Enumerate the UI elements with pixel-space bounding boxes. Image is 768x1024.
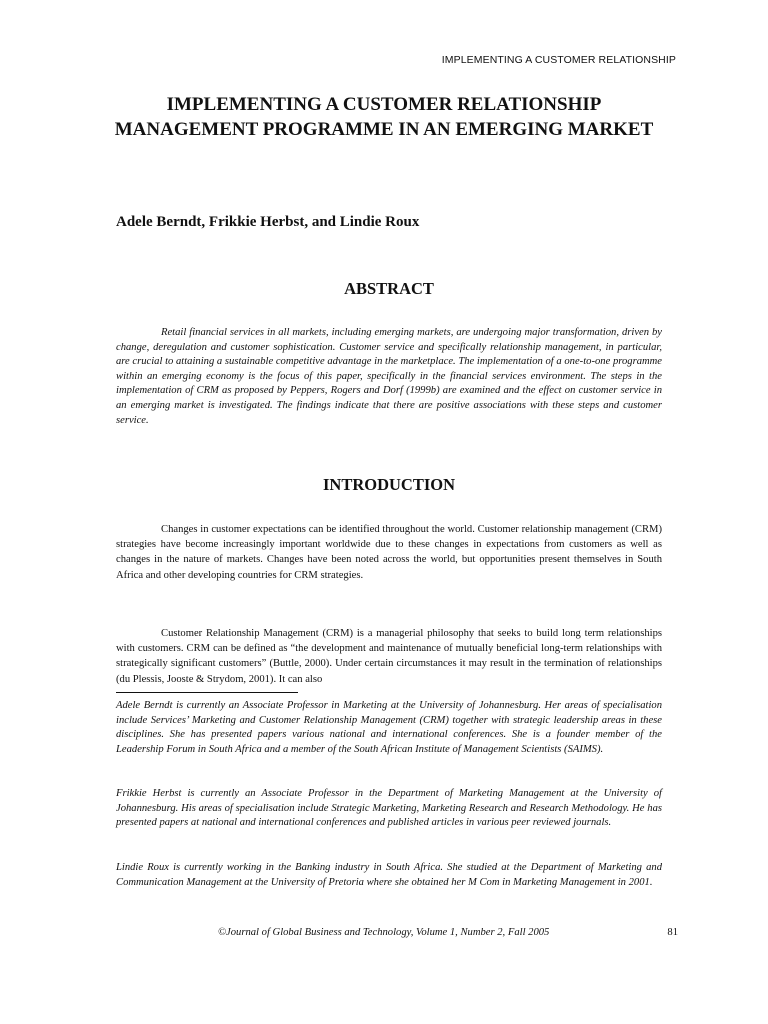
footnote-author-roux: Lindie Roux is currently working in the Banking industry in South Africa. She studied at the Department of Marketing and Communication Management at the University of Pretoria where she obtained her M Com in Marketing Management in 2001. xyxy=(116,862,662,888)
footnote-author-berndt: Adele Berndt is currently an Associate Professor in Marketing at the University of Johannesburg. Her areas of specialisation include Services’ Marketing and Customer Relationship Management (CRM) together with strategic leadership areas in these disciplines. She has presented papers various national and international conferences. She is a founder member of the Leadership Forum in South Africa and a member of the South African Institute of Management Scientists (SAIMS). xyxy=(116,700,662,755)
footnote-divider xyxy=(116,692,298,693)
author-list: Adele Berndt, Frikkie Herbst, and Lindie Roux xyxy=(116,214,420,230)
introduction-paragraph-1: Changes in customer expectations can be identified throughout the world. Customer relationship management (CRM) strategies have become increasingly important worldwide due to these changes in expectations from customers as well as changes in the nature of markets. Changes have been noted across the world, but opportunities present themselves in South Africa and other developing countries for CRM strategies. xyxy=(116,524,662,581)
introduction-paragraph-2: Customer Relationship Management (CRM) is a managerial philosophy that seeks to build long term relationships with customers. CRM can be defined as “the development and maintenance of mutually beneficial long-term relationships with strategically significant customers” (Buttle, 2000). Under certain circumstances it may result in the termination of relationships (du Plessis, Jooste & Strydom, 2001). It can also xyxy=(116,628,662,685)
page-number: 81 xyxy=(667,927,678,938)
running-head: IMPLEMENTING A CUSTOMER RELATIONSHIP xyxy=(441,54,676,66)
abstract-heading: ABSTRACT xyxy=(344,279,434,298)
footnote-author-herbst: Frikkie Herbst is currently an Associate Professor in the Department of Marketing Management at the University of Johannesburg. His areas of specialisation include Strategic Marketing, Marketing Research and Research Methodology. He has presented papers at national and international conferences and published articles in various peer reviewed journals. xyxy=(116,788,662,829)
introduction-heading: INTRODUCTION xyxy=(322,475,456,494)
paper-title: IMPLEMENTING A CUSTOMER RELATIONSHIP MANAGEMENT PROGRAMME IN AN EMERGING MARKET xyxy=(114,94,654,140)
abstract-text: Retail financial services in all markets, including emerging markets, are undergoing major transformation, driven by change, deregulation and customer sophistication. Customer service and specifically relationship management, in particular, are crucial to attaining a sustainable competitive advantage in the marketplace. The implementation of a one-to-one programme within an emerging economy is the focus of this paper, specifically in the financial services environment. The steps in the implementation of CRM as proposed by Peppers, Rogers and Dorf (1999b) are examined and the effect on customer service in an emerging market is investigated. The findings indicate that there are positive associations with these steps and customer service. xyxy=(116,327,662,426)
journal-footer: ©Journal of Global Business and Technology, Volume 1, Number 2, Fall 2005 xyxy=(218,927,550,938)
